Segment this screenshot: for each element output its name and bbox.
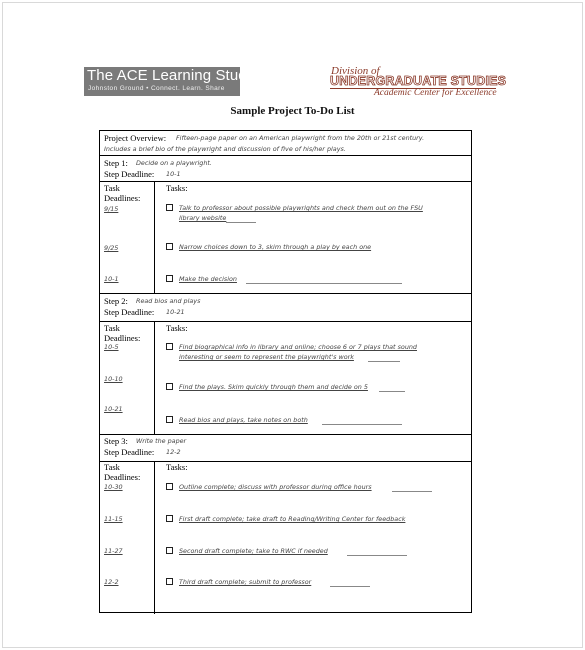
ace-learning-studio-logo <box>84 67 259 96</box>
task-checkbox[interactable] <box>166 343 173 350</box>
task-checkbox[interactable] <box>166 204 173 211</box>
ace-logo-title: The ACE Learning Studio <box>87 67 259 84</box>
task-deadlines-header: Task <box>104 323 120 333</box>
fill-in-line <box>368 361 400 362</box>
task-checkbox[interactable] <box>166 547 173 554</box>
step-3-title: Write the paper <box>136 437 187 445</box>
fill-in-line <box>330 586 370 587</box>
step-2-label: Step 2: <box>104 296 128 306</box>
project-overview-text-2: Includes a brief bio of the playwright and discussion of five of his/her plays. <box>104 145 346 153</box>
task-checkbox[interactable] <box>166 243 173 250</box>
tasks-header: Tasks: <box>166 323 188 333</box>
task-date: 9/25 <box>104 244 119 252</box>
step-1-deadline: 10-1 <box>166 170 181 178</box>
fill-in-line <box>226 222 256 223</box>
task-date: 10-1 <box>104 275 119 283</box>
dus-logo-center: Academic Center for Excellence <box>374 88 497 98</box>
column-divider <box>154 321 155 434</box>
project-overview-text-1: Fifteen-page paper on an American playwright from the 20th or 21st century. <box>176 134 425 142</box>
task-text: Find the plays. Skim quickly through them and decide on 5 <box>179 383 368 391</box>
tasks-header: Tasks: <box>166 183 188 193</box>
fill-in-line <box>246 283 402 284</box>
step-1-label: Step 1: <box>104 158 128 168</box>
task-text: Read bios and plays, take notes on both <box>179 416 308 424</box>
fill-in-line <box>379 391 405 392</box>
ace-logo-subtitle: Johnston Ground • Connect. Learn. Share <box>88 85 225 92</box>
document-title: Sample Project To-Do List <box>230 105 355 117</box>
task-date: 10-10 <box>104 375 123 383</box>
task-deadlines-header: Task <box>104 462 120 472</box>
task-checkbox[interactable] <box>166 383 173 390</box>
task-text: interesting or seem to represent the playwright's work <box>179 353 354 361</box>
task-text: library website <box>179 214 227 222</box>
task-text: Narrow choices down to 3, skim through a play by each one <box>179 243 372 251</box>
task-checkbox[interactable] <box>166 578 173 585</box>
step-2-deadline: 10-21 <box>166 308 185 316</box>
step-3-deadline-label: Step Deadline: <box>104 447 155 457</box>
task-date: 12-2 <box>104 578 119 586</box>
row-divider <box>100 181 471 182</box>
task-text: First draft complete; take draft to Reading/Writing Center for feedback <box>179 515 406 523</box>
task-date: 10-21 <box>104 405 123 413</box>
task-date: 10-30 <box>104 483 123 491</box>
step-1-title: Decide on a playwright. <box>136 159 212 167</box>
row-divider <box>100 293 471 294</box>
step-2-title: Read bios and plays <box>136 297 201 305</box>
fill-in-line <box>322 424 402 425</box>
dus-logo-name: UNDERGRADUATE STUDIES <box>330 74 507 88</box>
row-divider <box>100 155 471 156</box>
task-deadlines-header: Deadlines: <box>104 333 141 343</box>
task-text: Outline complete; discuss with professor during office hours <box>179 483 372 491</box>
row-divider <box>100 321 471 322</box>
task-text: Second draft complete; take to RWC if needed <box>179 547 328 555</box>
task-text: Third draft complete; submit to professor <box>179 578 312 586</box>
task-date: 9/15 <box>104 205 119 213</box>
task-deadlines-header: Task <box>104 183 120 193</box>
fill-in-line <box>347 555 407 556</box>
task-deadlines-header: Deadlines: <box>104 193 141 203</box>
column-divider <box>154 181 155 293</box>
task-date: 11-27 <box>104 547 123 555</box>
task-checkbox[interactable] <box>166 515 173 522</box>
task-text: Make the decision <box>179 275 237 283</box>
step-2-deadline-label: Step Deadline: <box>104 307 155 317</box>
task-checkbox[interactable] <box>166 275 173 282</box>
step-3-deadline: 12-2 <box>166 448 181 456</box>
row-divider <box>100 461 471 462</box>
dus-division-label: Division of <box>331 65 380 77</box>
task-checkbox[interactable] <box>166 416 173 423</box>
task-date: 11-15 <box>104 515 123 523</box>
task-text: Talk to professor about possible playwrights and check them out on the FSU <box>179 204 423 212</box>
task-date: 10-5 <box>104 343 119 351</box>
fill-in-line <box>392 491 432 492</box>
todo-table <box>99 130 472 613</box>
step-3-label: Step 3: <box>104 436 128 446</box>
tasks-header: Tasks: <box>166 462 188 472</box>
project-overview-label: Project Overview: <box>104 133 167 143</box>
column-divider <box>154 461 155 614</box>
step-1-deadline-label: Step Deadline: <box>104 169 155 179</box>
row-divider <box>100 434 471 435</box>
task-checkbox[interactable] <box>166 483 173 490</box>
task-deadlines-header: Deadlines: <box>104 472 141 482</box>
task-text: Find biographical info in library and online; choose 6 or 7 plays that sound <box>179 343 417 351</box>
